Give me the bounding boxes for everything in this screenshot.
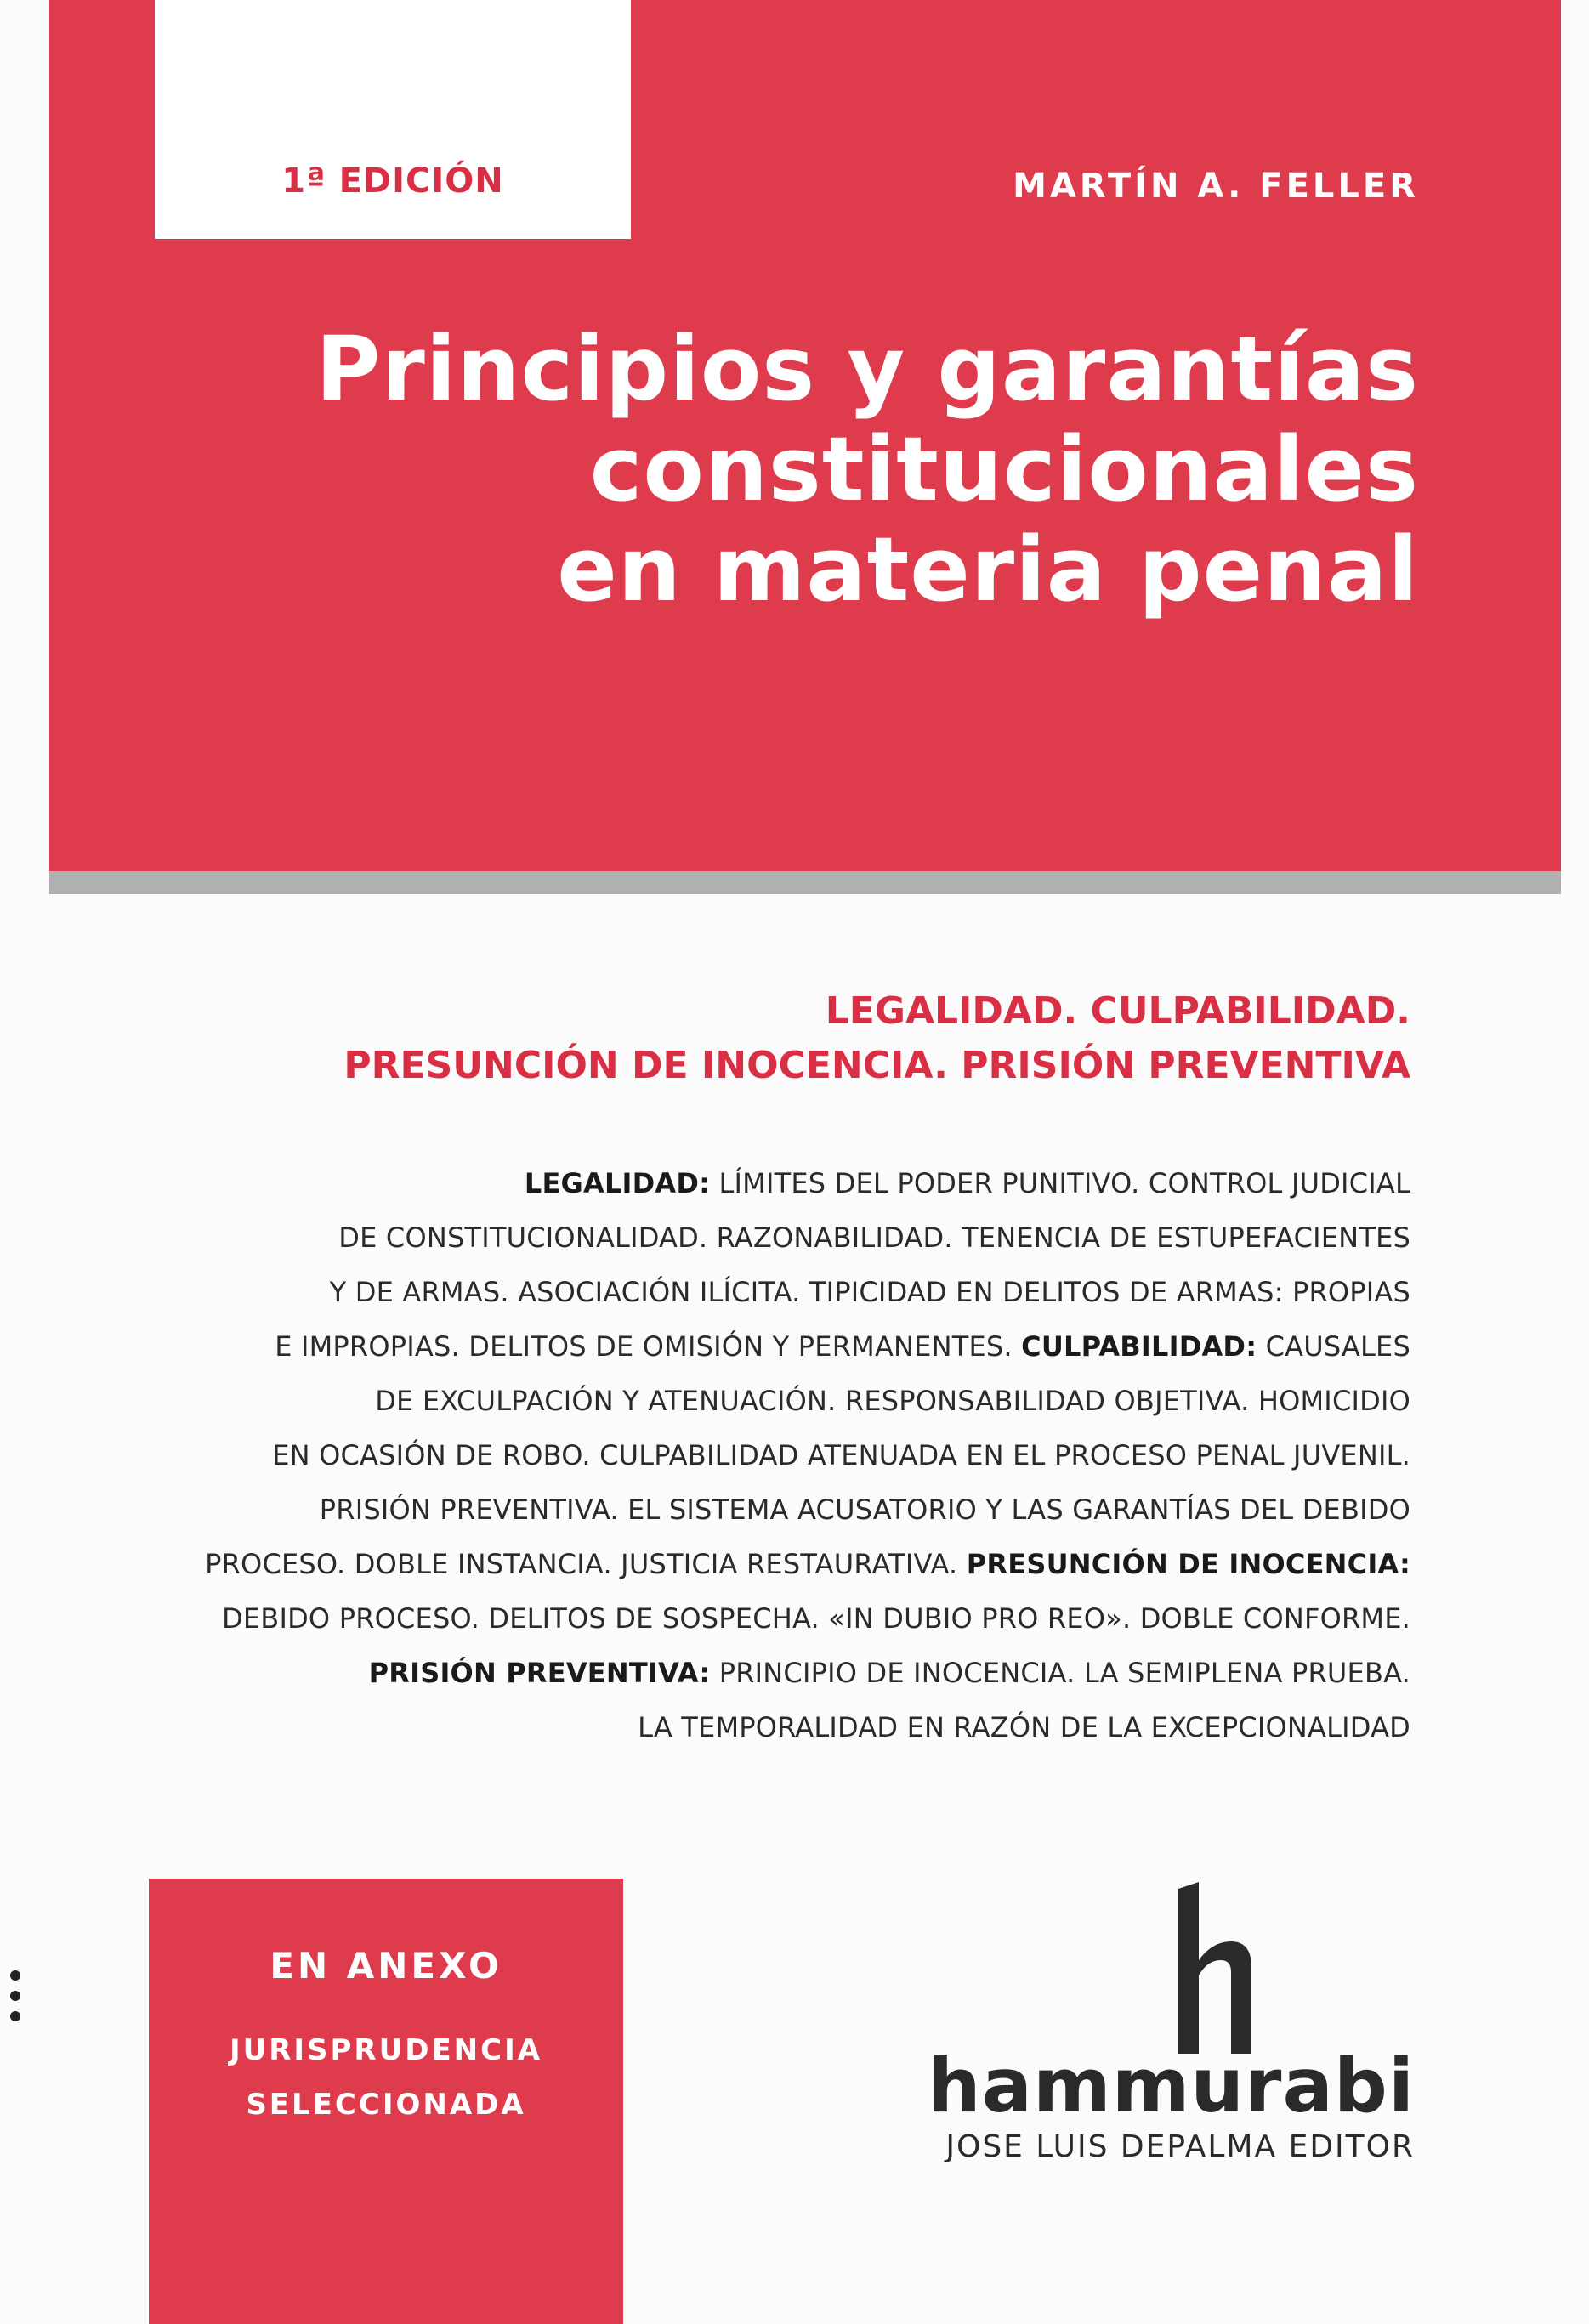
book-title: [59, 319, 1419, 620]
publisher-name: JOSE LUIS DEPALMA EDITOR: [945, 2129, 1415, 2164]
title-line-3: en materia penal: [557, 518, 1419, 621]
subtitle-line-1: LEGALIDAD. CULPABILIDAD.: [825, 989, 1410, 1033]
annex-heading: EN ANEXO: [270, 1945, 502, 1987]
topics-line-2: DE CONSTITUCIONALIDAD. RAZONABILIDAD. TENENCIA DE ESTUPEFACIENTES: [338, 1222, 1410, 1254]
gray-divider-strip: [49, 871, 1561, 894]
publisher-brand: hammurabi: [927, 2042, 1415, 2129]
hammurabi-h-logo-icon: [1139, 1879, 1275, 2057]
author-name: MARTÍN A. FELLER: [1013, 167, 1419, 206]
topic-heading-legalidad: LEGALIDAD:: [524, 1167, 711, 1199]
subtitle-line-2: PRESUNCIÓN DE INOCENCIA. PRISIÓN PREVENTIVA: [343, 1044, 1410, 1087]
topics-line-8-text: PROCESO. DOBLE INSTANCIA. JUSTICIA RESTAURATIVA.: [205, 1548, 967, 1580]
annex-line-2: SELECCIONADA: [246, 2088, 526, 2122]
book-subtitle: [135, 984, 1410, 1093]
topics-line-11: LA TEMPORALIDAD EN RAZÓN DE LA EXCEPCIONALIDAD: [638, 1711, 1410, 1743]
edition-box: [155, 0, 631, 239]
topics-line-3: Y DE ARMAS. ASOCIACIÓN ILÍCITA. TIPICIDAD EN DELITOS DE ARMAS: PROPIAS: [329, 1276, 1410, 1308]
topics-line-8: [84, 1537, 1410, 1591]
topics-line-5: DE EXCULPACIÓN Y ATENUACIÓN. RESPONSABILIDAD OBJETIVA. HOMICIDIO: [375, 1385, 1410, 1417]
topics-line-1: [84, 1156, 1410, 1210]
topics-line-7: PRISIÓN PREVENTIVA. EL SISTEMA ACUSATORIO Y LAS GARANTÍAS DEL DEBIDO: [319, 1494, 1410, 1526]
edition-label: 1ª EDICIÓN: [281, 162, 504, 201]
title-line-1: Principios y garantías: [315, 317, 1419, 421]
topics-line-4-text: E IMPROPIAS. DELITOS DE OMISIÓN Y PERMANENTES.: [275, 1330, 1022, 1363]
topic-heading-presuncion: PRESUNCIÓN DE INOCENCIA:: [966, 1548, 1410, 1580]
topics-line-10-text: PRINCIPIO DE INOCENCIA. LA SEMIPLENA PRUEBA.: [710, 1657, 1410, 1689]
annex-line-1: JURISPRUDENCIA: [229, 2033, 543, 2067]
topics-line-10: [84, 1646, 1410, 1700]
topics-line-6: EN OCASIÓN DE ROBO. CULPABILIDAD ATENUADA EN EL PROCESO PENAL JUVENIL.: [272, 1439, 1410, 1471]
topics-summary: [84, 1156, 1410, 1754]
annex-description: [149, 2023, 623, 2132]
library-sticker-dots: [3, 1970, 29, 2038]
topics-line-4: [84, 1319, 1410, 1374]
topics-line-9: DEBIDO PROCESO. DELITOS DE SOSPECHA. «IN DUBIO PRO REO». DOBLE CONFORME.: [222, 1602, 1410, 1635]
title-line-2: constitucionales: [589, 417, 1419, 521]
topic-heading-culpabilidad: CULPABILIDAD:: [1021, 1330, 1257, 1363]
topics-line-1-text: LÍMITES DEL PODER PUNITIVO. CONTROL JUDICIAL: [710, 1167, 1410, 1199]
topic-heading-prision: PRISIÓN PREVENTIVA:: [368, 1657, 711, 1689]
topics-line-4-end: CAUSALES: [1257, 1330, 1410, 1363]
